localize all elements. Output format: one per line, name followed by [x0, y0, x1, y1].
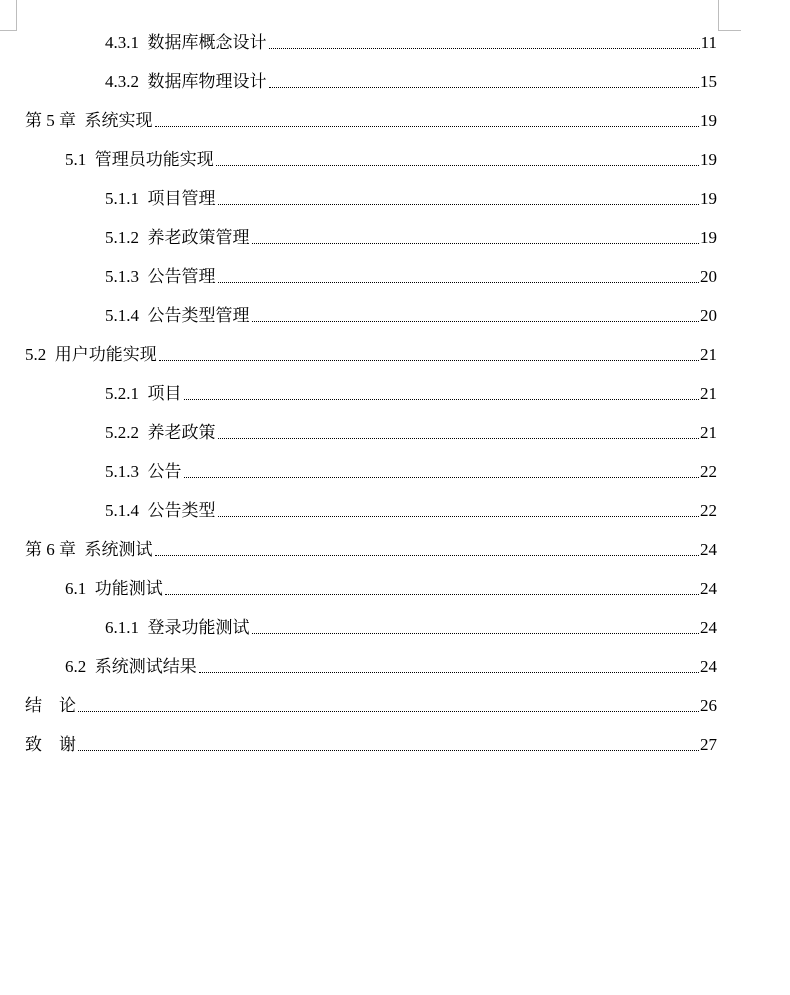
- toc-entry-page: 24: [700, 579, 717, 598]
- toc-entry-title: 第 5 章 系统实现: [25, 111, 153, 130]
- margin-corner-mark-left: [0, 0, 17, 31]
- toc-entry-page: 24: [700, 540, 717, 559]
- toc-entry[interactable]: [105, 499, 717, 523]
- toc-entry[interactable]: [25, 694, 717, 718]
- toc-leader-dots: [159, 360, 699, 361]
- toc-entry-page: 19: [700, 150, 717, 169]
- toc-leader-dots: [269, 48, 700, 49]
- toc-leader-dots: [199, 672, 699, 673]
- toc-entry-title: 5.1.4 公告类型管理: [105, 306, 250, 325]
- toc-leader-dots: [252, 321, 700, 322]
- toc-entry-page: 19: [700, 111, 717, 130]
- toc-entry-title: 5.2.1 项目: [105, 384, 182, 403]
- toc-leader-dots: [78, 711, 699, 712]
- toc-leader-dots: [269, 87, 700, 88]
- toc-entry-title: 结 论: [25, 696, 76, 715]
- toc-entry-page: 24: [700, 618, 717, 637]
- toc-entry-title: 第 6 章 系统测试: [25, 540, 153, 559]
- toc-leader-dots: [216, 165, 699, 166]
- toc-leader-dots: [218, 438, 700, 439]
- toc-entry[interactable]: [65, 655, 717, 679]
- toc-leader-dots: [252, 633, 700, 634]
- toc-entry[interactable]: [105, 265, 717, 289]
- toc-entry-title: 6.1.1 登录功能测试: [105, 618, 250, 637]
- toc-entry[interactable]: [25, 733, 717, 757]
- toc-entry-title: 6.1 功能测试: [65, 579, 163, 598]
- toc-entry[interactable]: [105, 460, 717, 484]
- toc-entry[interactable]: [105, 382, 717, 406]
- toc-entry-page: 21: [700, 423, 717, 442]
- toc-entry-title: 5.1.4 公告类型: [105, 501, 216, 520]
- toc-entry-title: 5.1 管理员功能实现: [65, 150, 214, 169]
- toc-entry[interactable]: [105, 226, 717, 250]
- toc-entry-page: 21: [700, 384, 717, 403]
- toc-entry-page: 15: [700, 72, 717, 91]
- toc-leader-dots: [155, 126, 700, 127]
- toc-entry-title: 5.2 用户功能实现: [25, 345, 157, 364]
- toc-entry[interactable]: [105, 616, 717, 640]
- margin-corner-mark-right: [718, 0, 741, 31]
- toc-leader-dots: [218, 516, 700, 517]
- toc-entry-title: 4.3.2 数据库物理设计: [105, 72, 267, 91]
- toc-leader-dots: [218, 282, 700, 283]
- toc-leader-dots: [184, 477, 700, 478]
- toc-entry-page: 22: [700, 462, 717, 481]
- toc-leader-dots: [184, 399, 700, 400]
- toc-entry-title: 4.3.1 数据库概念设计: [105, 33, 267, 52]
- toc-entry-page: 22: [700, 501, 717, 520]
- toc-entry[interactable]: [25, 538, 717, 562]
- toc-entry[interactable]: [65, 148, 717, 172]
- toc-entry-title: 5.1.3 公告: [105, 462, 182, 481]
- toc-entry-title: 5.1.1 项目管理: [105, 189, 216, 208]
- toc-leader-dots: [155, 555, 700, 556]
- toc-entry-page: 11: [700, 33, 717, 52]
- toc-entry[interactable]: [105, 31, 717, 55]
- toc-entry-page: 26: [700, 696, 717, 715]
- toc-entry[interactable]: [105, 70, 717, 94]
- toc-entry-title: 5.1.3 公告管理: [105, 267, 216, 286]
- toc-entry-page: 20: [700, 267, 717, 286]
- toc-leader-dots: [165, 594, 699, 595]
- toc-entry-title: 6.2 系统测试结果: [65, 657, 197, 676]
- toc-entry-page: 19: [700, 189, 717, 208]
- toc-entry-title: 5.2.2 养老政策: [105, 423, 216, 442]
- toc-leader-dots: [218, 204, 700, 205]
- toc-entry-page: 21: [700, 345, 717, 364]
- toc-entry[interactable]: [65, 577, 717, 601]
- toc-entry-title: 致 谢: [25, 735, 76, 754]
- toc-entry[interactable]: [105, 421, 717, 445]
- toc-entry-page: 27: [700, 735, 717, 754]
- toc-leader-dots: [252, 243, 700, 244]
- toc-entry-title: 5.1.2 养老政策管理: [105, 228, 250, 247]
- toc-leader-dots: [78, 750, 699, 751]
- toc-entry[interactable]: [105, 187, 717, 211]
- toc-entry-page: 24: [700, 657, 717, 676]
- toc-entry[interactable]: [105, 304, 717, 328]
- toc-entry[interactable]: [25, 343, 717, 367]
- toc-entry[interactable]: [25, 109, 717, 133]
- toc-entry-page: 20: [700, 306, 717, 325]
- toc-entry-page: 19: [700, 228, 717, 247]
